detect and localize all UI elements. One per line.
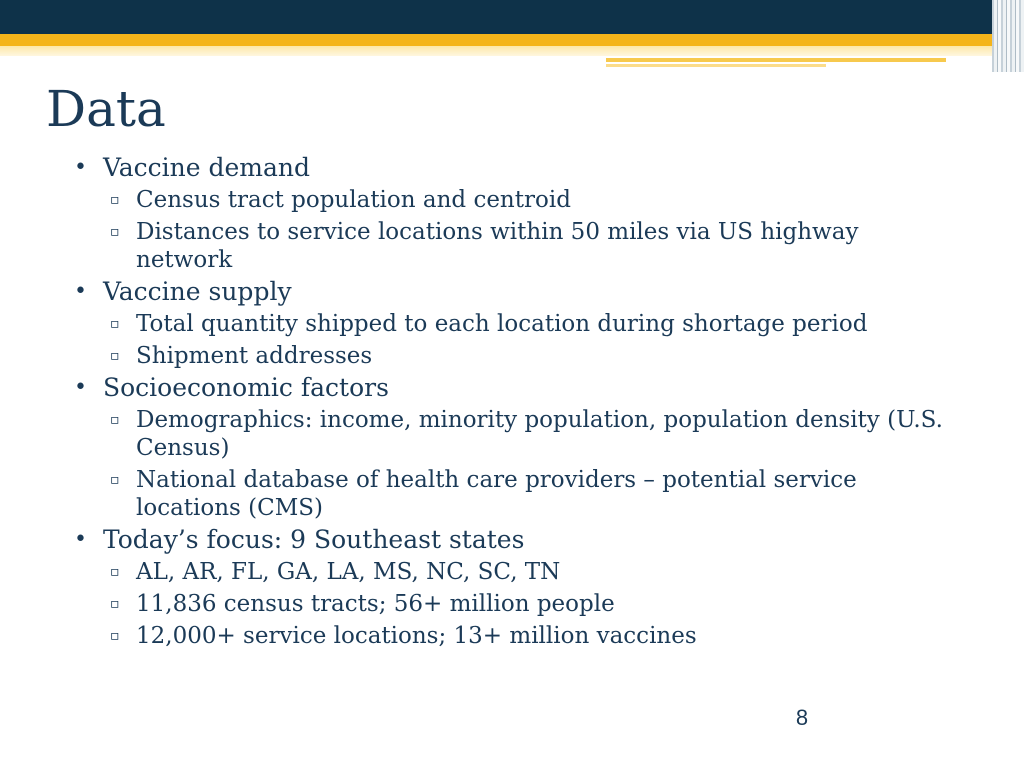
bullet-text: Today’s focus: 9 Southeast states (103, 525, 525, 554)
header-accent-line (606, 58, 946, 62)
square-bullet-icon: ▫ (110, 192, 120, 208)
sub-bullet (74, 186, 954, 214)
square-bullet-icon: ▫ (110, 596, 120, 612)
bullet-vaccine-demand (74, 153, 954, 182)
header-navy-band (0, 0, 1024, 34)
sub-bullet-text: National database of health care providers – potential service locations (CMS) (136, 467, 857, 521)
sub-bullet-text: Census tract population and centroid (136, 187, 571, 213)
header-pale-band (0, 46, 1000, 56)
sub-bullet (74, 558, 954, 586)
sub-bullet (74, 342, 954, 370)
sub-bullet (74, 218, 954, 274)
header-edge-decoration (992, 0, 1024, 72)
sub-bullet-text: 11,836 census tracts; 56+ million people (136, 591, 615, 617)
bullet-todays-focus (74, 525, 954, 554)
square-bullet-icon: ▫ (110, 316, 120, 332)
square-bullet-icon: ▫ (110, 628, 120, 644)
page-number: 8 (795, 705, 809, 730)
sub-bullet (74, 622, 954, 650)
bullet-text: Socioeconomic factors (103, 373, 389, 402)
slide-title: Data (46, 80, 166, 138)
bullet-dot-icon: • (74, 527, 87, 552)
square-bullet-icon: ▫ (110, 348, 120, 364)
sub-bullet-text: Demographics: income, minority population, population density (U.S. Census) (136, 407, 943, 461)
bullet-vaccine-supply (74, 277, 954, 306)
sub-bullet (74, 590, 954, 618)
square-bullet-icon: ▫ (110, 412, 120, 428)
bullet-dot-icon: • (74, 279, 87, 304)
sub-bullet (74, 310, 954, 338)
header-accent-line-secondary (606, 64, 826, 67)
bullet-dot-icon: • (74, 375, 87, 400)
header-gold-band (0, 34, 1024, 46)
sub-bullet-text: AL, AR, FL, GA, LA, MS, NC, SC, TN (136, 559, 561, 585)
bullet-socioeconomic-factors (74, 373, 954, 402)
sub-bullet (74, 406, 954, 462)
sub-bullet-text: Total quantity shipped to each location during shortage period (136, 311, 868, 337)
sub-bullet (74, 466, 954, 522)
sub-bullet-text: Distances to service locations within 50 miles via US highway network (136, 219, 859, 273)
bullet-dot-icon: • (74, 155, 87, 180)
bullet-list (74, 153, 954, 650)
sub-bullet-text: 12,000+ service locations; 13+ million vaccines (136, 623, 697, 649)
square-bullet-icon: ▫ (110, 472, 120, 488)
sub-bullet-text: Shipment addresses (136, 343, 373, 369)
square-bullet-icon: ▫ (110, 224, 120, 240)
bullet-text: Vaccine demand (103, 153, 311, 182)
bullet-text: Vaccine supply (103, 277, 292, 306)
square-bullet-icon: ▫ (110, 564, 120, 580)
